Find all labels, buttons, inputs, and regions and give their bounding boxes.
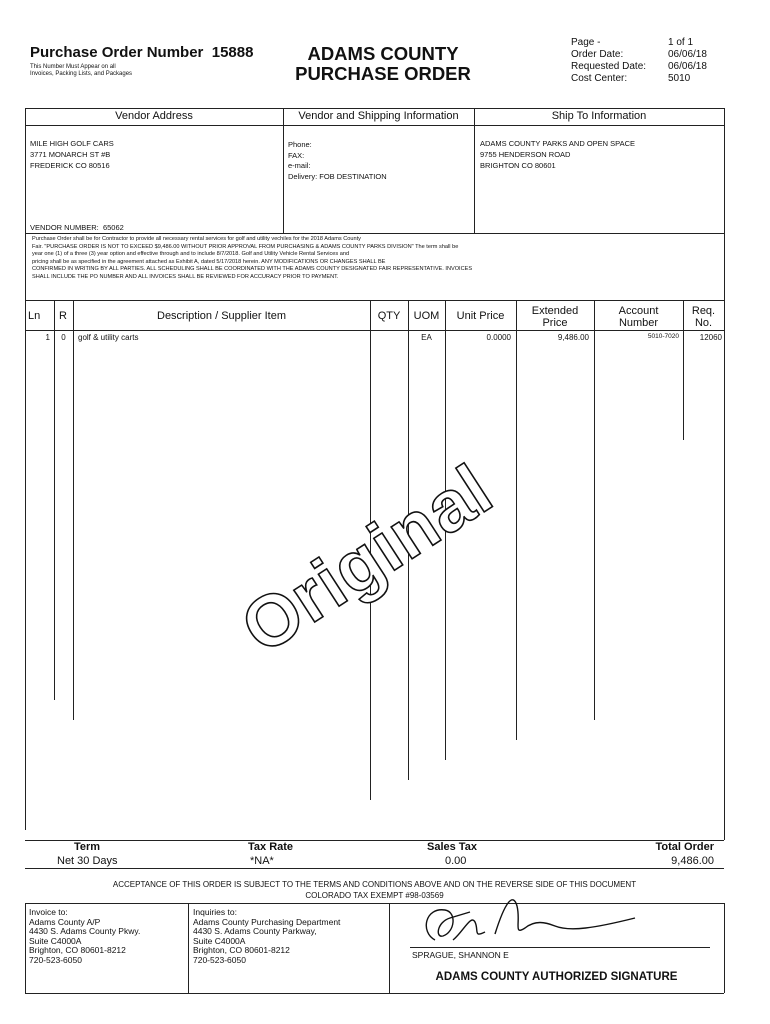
invoice-to-line: 720-523-6050 <box>29 954 82 965</box>
acceptance-line-1: ACCEPTANCE OF THIS ORDER IS SUBJECT TO THE TERMS AND CONDITIONS ABOVE AND ON THE REVERSE SIDE OF THIS DOCUMENT <box>112 880 637 889</box>
shipping-fax: FAX: <box>288 150 305 160</box>
signature-line <box>410 947 710 948</box>
vendor-number-label: VENDOR NUMBER: <box>30 223 99 232</box>
col-desc: Description / Supplier Item <box>157 310 286 322</box>
terms-line: SHALL INCLUDE THE PO NUMBER AND ALL INVOICES SHALL BE REVIEWED FOR ACCURACY PRIOR TO PAYMENT. <box>32 273 339 280</box>
shipping-block <box>288 140 387 182</box>
tax-rate-value: *NA* <box>250 855 274 867</box>
invoice-to-line: Suite C4000A <box>29 935 82 946</box>
terms-line: pricing shall be as specified in the agreement attached as Exhibit A, dated 5/17/2018 herein. ANY MODIFICATIONS OR CHANGES SHALL BE <box>32 258 386 265</box>
acceptance-line-2: COLORADO TAX EXEMPT #98-03569 <box>305 891 444 900</box>
col-account-line: Account <box>618 305 659 317</box>
requested-date-label: Requested Date: <box>571 61 647 72</box>
col-unit-price: Unit Price <box>456 310 505 322</box>
rule-section-header <box>25 125 724 126</box>
inquiries-to-line: Inquiries to: <box>193 907 237 917</box>
ship-to-city: BRIGHTON CO 80601 <box>480 161 556 170</box>
terms-line: year one (1) of a three (3) year option and effective through and to include 8/7/2018. Golf and Utility Vehicle Rental Services and <box>32 251 350 258</box>
shipping-email: e-mail: <box>288 161 311 170</box>
section-vendor-shipping: Vendor and Shipping Information <box>298 110 459 122</box>
signature-title: ADAMS COUNTY AUTHORIZED SIGNATURE <box>435 971 678 983</box>
signer-name: SPRAGUE, SHANNON E <box>412 950 509 960</box>
col-price-line: Price <box>542 317 568 329</box>
item-account-number: 5010-7020 <box>647 333 679 340</box>
header-meta-values <box>668 37 707 85</box>
invoice-to-block <box>29 908 140 966</box>
col-no-line: No. <box>694 317 713 329</box>
col-extended-price <box>516 305 594 329</box>
col-number-line: Number <box>618 317 659 329</box>
col-r: R <box>59 310 67 322</box>
ship-to-street: 9755 HENDERSON ROAD <box>480 150 571 159</box>
po-number: 15888 <box>211 44 254 61</box>
invoice-to-line: Brighton, CO 80601-8212 <box>29 945 126 956</box>
col-req-line: Req. <box>691 305 716 317</box>
rule-left-edge <box>25 108 26 300</box>
rule-vendor-div-2 <box>474 108 475 233</box>
page-value: 1 of 1 <box>668 37 694 48</box>
rule-terms-top <box>25 233 724 234</box>
item-ln: 1 <box>45 333 50 342</box>
org-line-1: ADAMS COUNTY <box>307 43 459 64</box>
order-date-value: 06/06/18 <box>668 49 707 60</box>
invoice-to-line: Invoice to: <box>29 907 68 917</box>
rule-top <box>25 108 724 109</box>
col-req-no <box>683 305 724 329</box>
po-title <box>30 44 253 61</box>
rule-right-edge <box>724 108 725 300</box>
rule-col-unit <box>516 300 517 740</box>
sales-tax-value: 0.00 <box>445 855 467 867</box>
item-unit-price: 0.0000 <box>486 333 511 342</box>
rule-footer-left <box>25 903 26 993</box>
term-value: Net 30 Days <box>57 855 118 867</box>
vendor-name: MILE HIGH GOLF CARS <box>30 139 114 148</box>
rule-terms-bottom <box>25 300 724 301</box>
po-note-2: Invoices, Packing Lists, and Packages <box>30 71 133 77</box>
col-ln: Ln <box>28 310 41 322</box>
item-req-no: 12060 <box>699 333 722 342</box>
rule-vendor-div-1 <box>283 108 284 233</box>
invoice-to-line: Adams County A/P <box>29 916 101 927</box>
inquiries-to-line: Brighton, CO 80601-8212 <box>193 945 290 956</box>
item-extended-price: 9,486.00 <box>557 333 589 342</box>
cost-center-value: 5010 <box>668 73 691 84</box>
rule-footer-bottom <box>25 993 724 994</box>
rule-col-ln <box>54 300 55 700</box>
ship-to-name: ADAMS COUNTY PARKS AND OPEN SPACE <box>480 139 636 148</box>
item-desc: golf & utility carts <box>78 333 139 342</box>
shipping-phone: Phone: <box>288 140 312 149</box>
org-line-2: PURCHASE ORDER <box>295 63 471 84</box>
col-uom: UOM <box>413 310 440 322</box>
terms-line: Fair. "PURCHASE ORDER IS NOT TO EXCEED $9,486.00 WITHOUT PRIOR APPROVAL FROM PURCHASING & ADAMS COUNTY PARKS DIVISION" The term shall be <box>32 243 459 250</box>
vendor-number-value: 65062 <box>102 223 124 232</box>
ship-to-block <box>480 138 635 171</box>
invoice-to-line: 4430 S. Adams County Pkwy. <box>29 926 141 937</box>
rule-col-ext <box>594 300 595 720</box>
rule-totals-bottom <box>25 868 724 869</box>
order-date-label: Order Date: <box>571 49 624 60</box>
org-title <box>283 44 483 84</box>
vendor-city: FREDERICK CO 80516 <box>30 161 110 170</box>
shipping-delivery: Delivery: FOB DESTINATION <box>288 171 387 181</box>
po-title-label: Purchase Order Number <box>30 44 204 61</box>
vendor-number <box>30 223 124 232</box>
col-extended-line: Extended <box>531 305 579 317</box>
rule-col-header <box>25 330 724 331</box>
tax-rate-label: Tax Rate <box>248 841 294 853</box>
po-note-1: This Number Must Appear on all <box>30 64 116 70</box>
inquiries-to-line: Suite C4000A <box>193 935 246 946</box>
rule-col-right <box>724 300 725 840</box>
vendor-street: 3771 MONARCH ST #B <box>30 150 111 159</box>
total-order-value: 9,486.00 <box>671 855 714 867</box>
vendor-address-block <box>30 138 114 171</box>
inquiries-to-line: 4430 S. Adams County Parkway, <box>193 926 317 937</box>
rule-col-r <box>73 300 74 720</box>
signature-scribble <box>395 892 695 952</box>
header-meta-labels <box>571 37 646 85</box>
inquiries-to-block <box>193 908 340 966</box>
requested-date-value: 06/06/18 <box>668 61 707 72</box>
original-watermark: Original <box>227 449 507 670</box>
cost-center-label: Cost Center: <box>571 73 628 84</box>
rule-footer-right <box>724 903 725 993</box>
terms-line: CONFIRMED IN WRITING BY ALL PARTIES. ALL SCHEDULING SHALL BE COORDINATED WITH THE ADAMS COUNTY DESIGNATED FAIR REPRESENTATIVE. INVOICES <box>32 266 473 273</box>
item-uom: EA <box>421 333 432 342</box>
total-order-label: Total Order <box>655 841 714 853</box>
rule-footer-div-1 <box>188 903 189 993</box>
inquiries-to-line: Adams County Purchasing Department <box>193 916 341 927</box>
section-vendor-address: Vendor Address <box>115 110 193 122</box>
inquiries-to-line: 720-523-6050 <box>193 954 246 965</box>
section-ship-to: Ship To Information <box>551 110 647 122</box>
page-label: Page - <box>571 37 601 48</box>
col-account-number <box>594 305 683 329</box>
col-qty: QTY <box>377 310 401 322</box>
sales-tax-label: Sales Tax <box>427 841 477 853</box>
item-r: 0 <box>61 333 66 342</box>
terms-block <box>32 236 722 282</box>
terms-line: Purchase Order shall be for Contractor to provide all necessary rental services for golf and utility vechiles for the 2018 Adams County <box>32 236 361 242</box>
rule-col-left <box>25 300 26 830</box>
term-label: Term <box>74 841 101 853</box>
